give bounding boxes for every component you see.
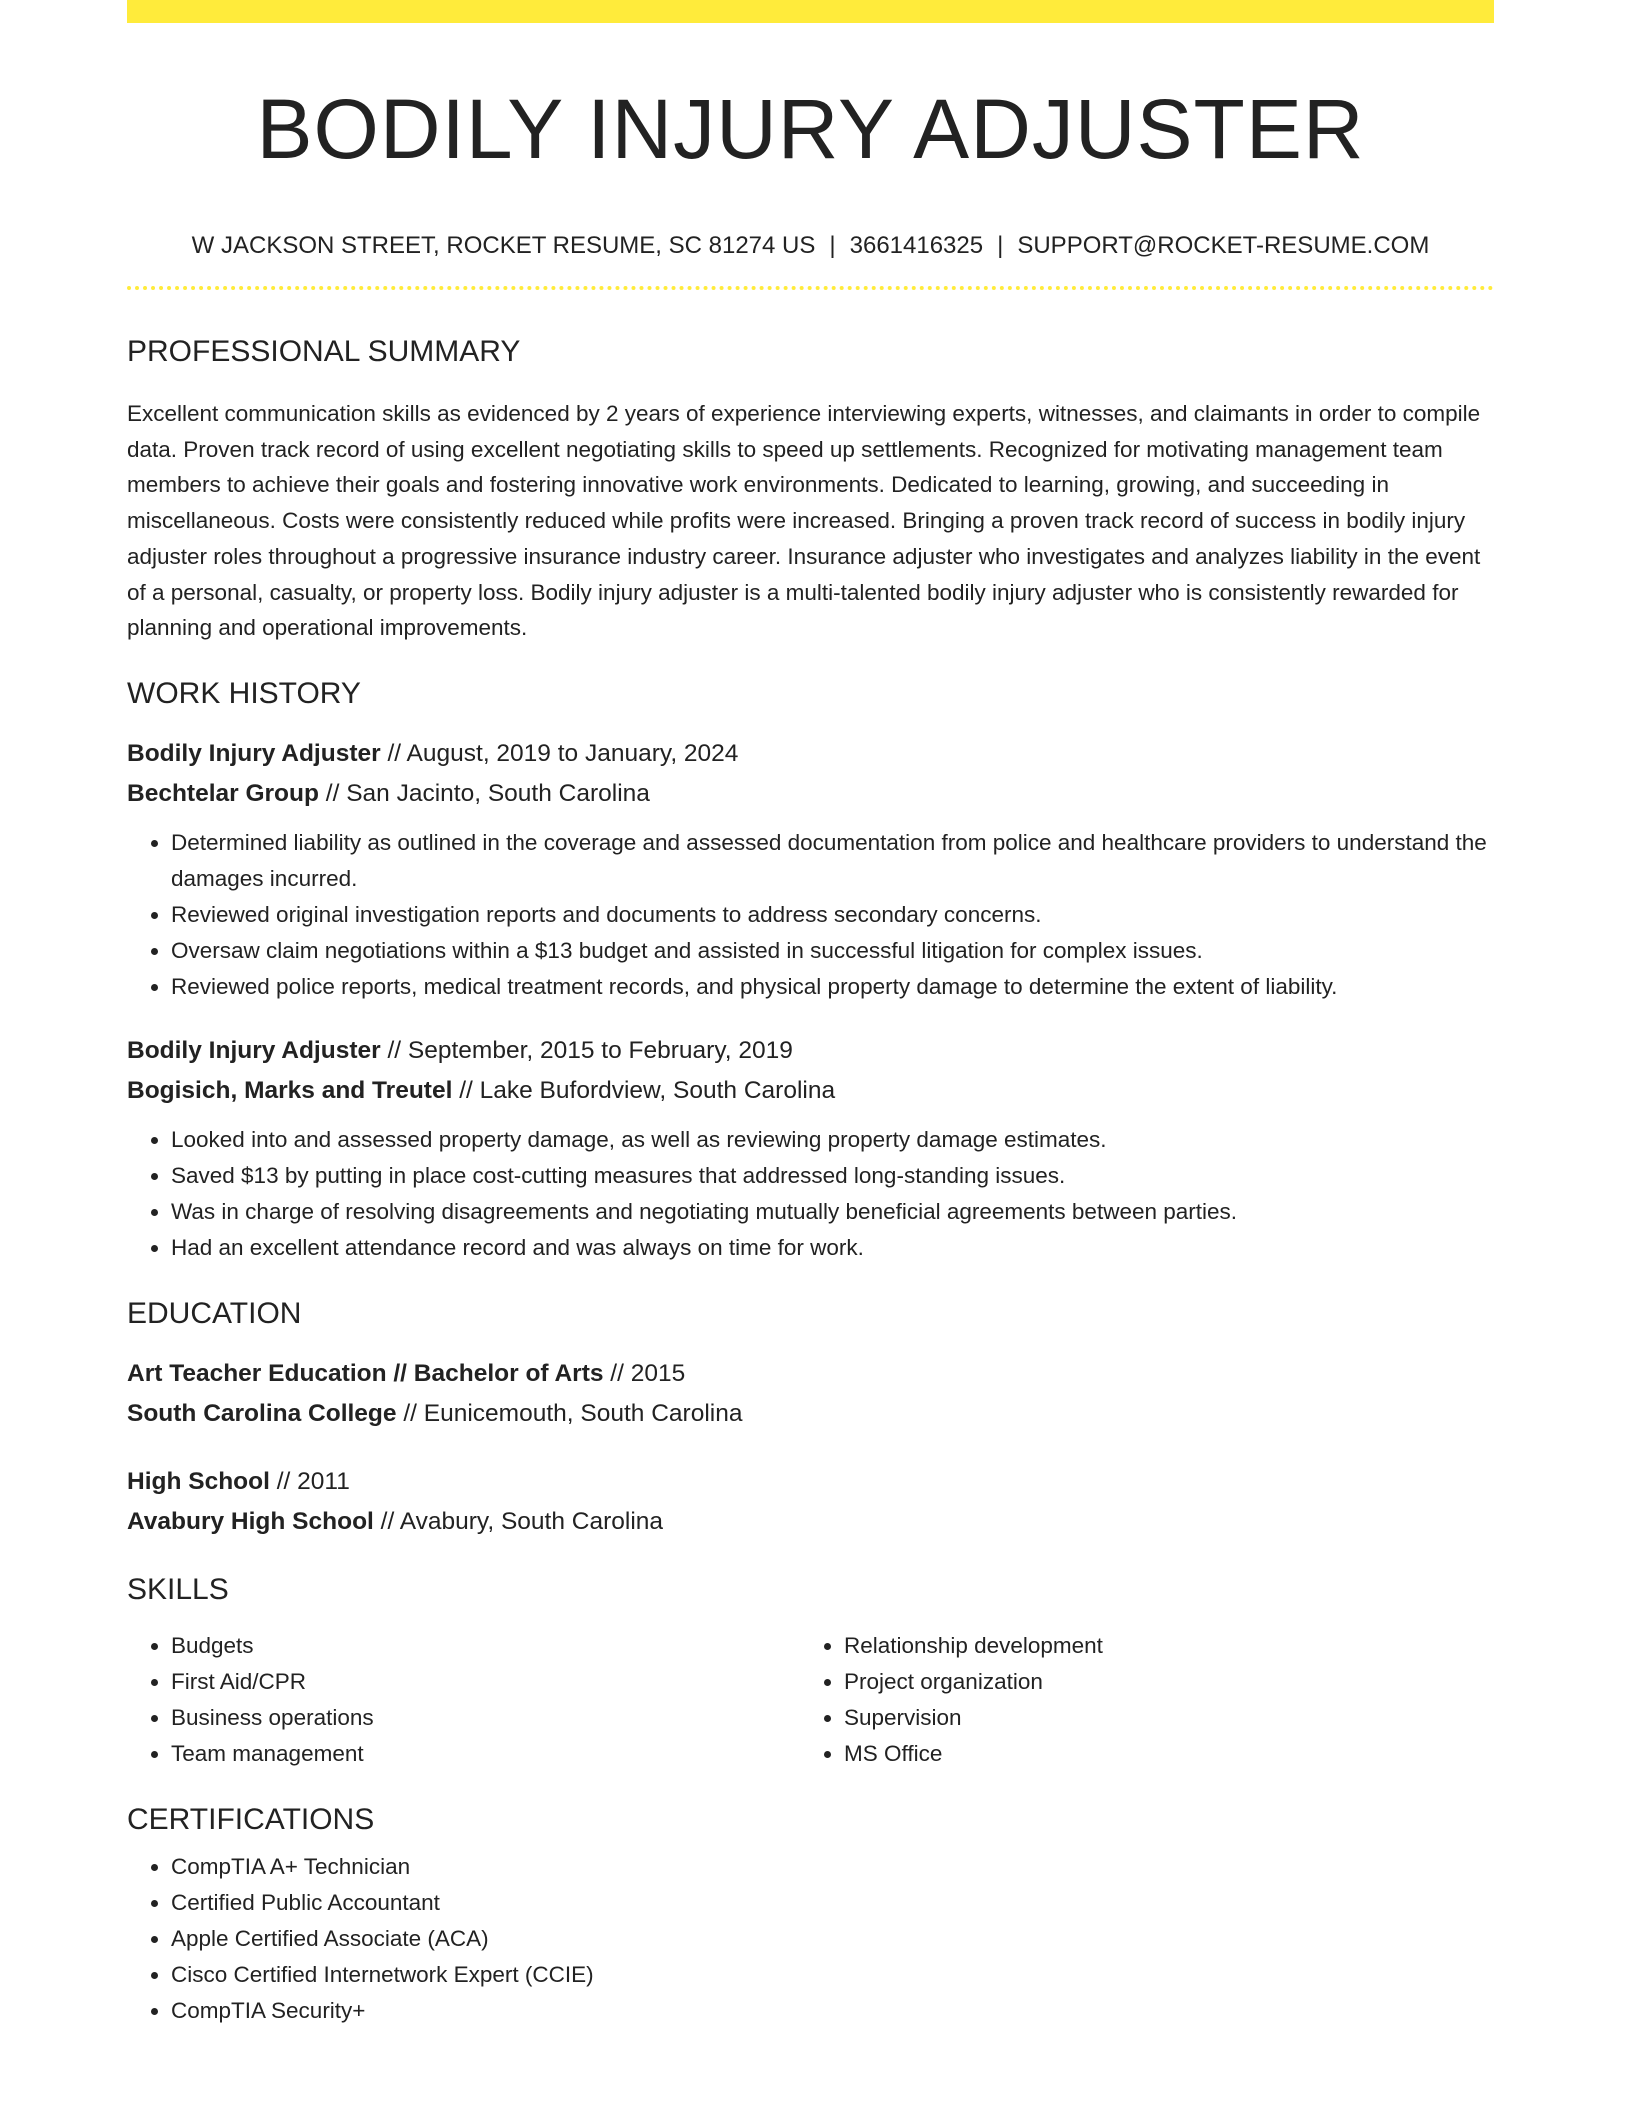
certification-item: • CompTIA A+ Technician: [171, 1849, 1494, 1885]
job-location: // Lake Bufordview, South Carolina: [459, 1076, 836, 1104]
certification-item: • Certified Public Accountant: [171, 1885, 1494, 1921]
job-bullet: • Saved $13 by putting in place cost-cutting measures that addressed long-standing issues.: [171, 1158, 1494, 1194]
job-bullets: [127, 1122, 1494, 1266]
contact-address: W JACKSON STREET, ROCKET RESUME, SC 81274 US: [191, 232, 816, 259]
job-entry: [127, 1031, 1494, 1266]
skill-item: • Business operations: [171, 1700, 800, 1736]
education-entry: [127, 1462, 1494, 1542]
job-company-line: [127, 774, 1494, 814]
skills-columns: [127, 1628, 1494, 1772]
job-location: // San Jacinto, South Carolina: [325, 779, 650, 807]
job-bullet: • Had an excellent attendance record and was always on time for work.: [171, 1230, 1494, 1266]
contact-phone: 3661416325: [849, 232, 984, 259]
skill-item: • Team management: [171, 1736, 800, 1772]
certification-item: • CompTIA Security+: [171, 1993, 1494, 2029]
job-dates: // August, 2019 to January, 2024: [387, 739, 739, 767]
education-degree-line: [127, 1354, 1494, 1394]
candidate-name: BODILY INJURY ADJUSTER: [256, 82, 1365, 176]
job-bullets: [127, 825, 1494, 1005]
job-bullet: • Oversaw claim negotiations within a $13 budget and assisted in successful litigation for complex issues.: [171, 933, 1494, 969]
education-location: // Avabury, South Carolina: [380, 1507, 664, 1535]
skills-column-left: [127, 1628, 800, 1772]
job-bullet: • Reviewed police reports, medical treatment records, and physical property damage to determine the extent of liability.: [171, 969, 1494, 1005]
skill-item: • Project organization: [844, 1664, 1473, 1700]
education-degree: Art Teacher Education // Bachelor of Arts: [127, 1359, 604, 1387]
education-heading: EDUCATION: [127, 1296, 302, 1330]
education-school: Avabury High School: [127, 1507, 374, 1535]
skill-item: • Budgets: [171, 1628, 800, 1664]
summary-heading: PROFESSIONAL SUMMARY: [127, 335, 521, 368]
resume-content: [127, 0, 1494, 2029]
skills-list: [800, 1628, 1473, 1772]
education-entry: [127, 1354, 1494, 1434]
job-role: Bodily Injury Adjuster: [127, 1036, 381, 1064]
job-bullet: • Was in charge of resolving disagreements and negotiating mutually beneficial agreements between parties.: [171, 1194, 1494, 1230]
job-bullet: • Looked into and assessed property damage, as well as reviewing property damage estimates.: [171, 1122, 1494, 1158]
education-year: // 2011: [276, 1467, 350, 1495]
contact-email: SUPPORT@ROCKET-RESUME.COM: [1017, 232, 1430, 259]
contact-line: [127, 231, 1494, 261]
skills-list: [127, 1628, 800, 1772]
certifications-list: [127, 1849, 1494, 2029]
job-company: Bogisich, Marks and Treutel: [127, 1076, 453, 1104]
education-degree: High School: [127, 1467, 270, 1495]
job-title-line: [127, 734, 1494, 774]
job-entry: [127, 734, 1494, 1005]
job-company-line: [127, 1071, 1494, 1111]
skill-item: • Relationship development: [844, 1628, 1473, 1664]
contact-separator: |: [829, 232, 836, 259]
education-school-line: [127, 1394, 1494, 1434]
job-company: Bechtelar Group: [127, 779, 319, 807]
certifications-heading: CERTIFICATIONS: [127, 1802, 375, 1836]
education-school-line: [127, 1502, 1494, 1542]
skill-item: • First Aid/CPR: [171, 1664, 800, 1700]
education-location: // Eunicemouth, South Carolina: [403, 1399, 743, 1427]
summary-text: Excellent communication skills as evidenced by 2 years of experience interviewing experts, witnesses, and claimants in order to compile data. Proven track record of using excellent negotiating skills to speed up settlements. Recognized for motivating management team members to achieve their goals and fostering innovative work environments. Dedicated to learning, growing, and succeeding in miscellaneous. Costs were consistently reduced while profits were increased. Bringing a proven track record of success in bodily injury adjuster roles throughout a progressive insurance industry career. Insurance adjuster who investigates and analyzes liability in the event of a personal, casualty, or property loss. Bodily injury adjuster is a multi-talented bodily injury adjuster who is consistently rewarded for planning and operational improvements.: [127, 401, 1481, 641]
dotted-divider: [127, 286, 1494, 290]
skills-heading: SKILLS: [127, 1572, 229, 1606]
certification-item: • Cisco Certified Internetwork Expert (CCIE): [171, 1957, 1494, 1993]
skill-item: • MS Office: [844, 1736, 1473, 1772]
job-role: Bodily Injury Adjuster: [127, 739, 381, 767]
education-year: // 2015: [610, 1359, 686, 1387]
job-bullet: • Determined liability as outlined in the coverage and assessed documentation from police and healthcare providers to understand the damages incurred.: [171, 825, 1494, 897]
work-history-heading: WORK HISTORY: [127, 676, 361, 710]
contact-separator: |: [997, 232, 1004, 259]
education-degree-line: [127, 1462, 1494, 1502]
job-title-line: [127, 1031, 1494, 1071]
education-school: South Carolina College: [127, 1399, 397, 1427]
job-bullet: • Reviewed original investigation reports and documents to address secondary concerns.: [171, 897, 1494, 933]
certification-item: • Apple Certified Associate (ACA): [171, 1921, 1494, 1957]
skill-item: • Supervision: [844, 1700, 1473, 1736]
skills-column-right: [800, 1628, 1473, 1772]
job-dates: // September, 2015 to February, 2019: [387, 1036, 793, 1064]
